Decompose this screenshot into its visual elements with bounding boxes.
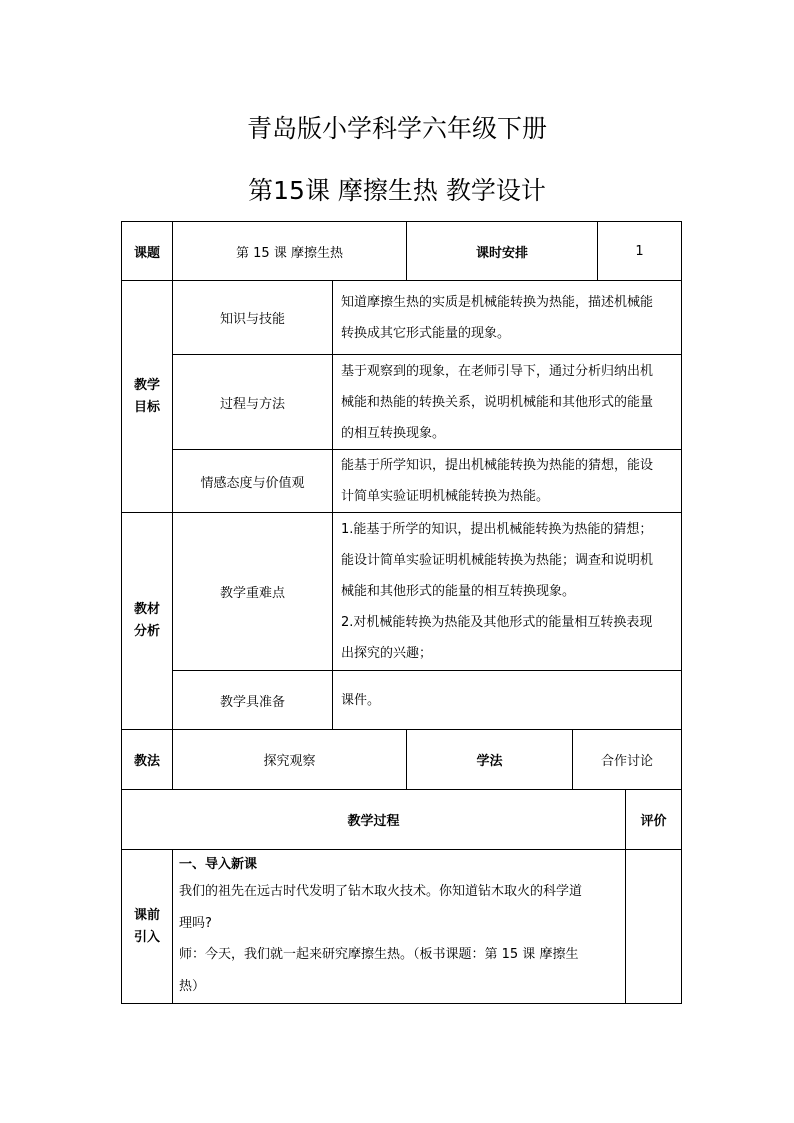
key-points-text: 1.能基于所学的知识，提出机械能转换为热能的猜想； 能设计简单实验证明机械能转换为热能；调查和说明机 械能和其他形式的能量的相互转换现象。 2.对机械能转换为热能及其他形式的能量相互转换表现 出探究的兴趣； (333, 513, 682, 671)
goal-attitude-name: 情感态度与价值观 (173, 450, 333, 513)
learn-method-value: 合作讨论 (573, 730, 682, 790)
eval-header: 评价 (626, 790, 682, 850)
methods-table (121, 729, 682, 790)
goal-knowledge-text: 知道摩擦生热的实质是机械能转换为热能，描述机械能 转换成其它形式能量的现象。 (333, 281, 682, 355)
material-label: 教材 分析 (122, 513, 173, 730)
intro-content (173, 850, 626, 1004)
goals-label: 教学 目标 (122, 281, 173, 513)
topic-value: 第 15 课 摩擦生热 (173, 222, 407, 281)
document-subtitle: 第15课 摩擦生热 教学设计 (248, 176, 546, 205)
intro-heading: 一、导入新课 (179, 857, 258, 872)
intro-label: 课前 引入 (122, 850, 173, 1004)
goal-knowledge-name: 知识与技能 (173, 281, 333, 355)
topic-table (121, 221, 682, 281)
topic-label: 课题 (122, 222, 173, 281)
hours-value: 1 (598, 222, 682, 281)
goal-process-text: 基于观察到的现象，在老师引导下，通过分析归纳出机 械能和热能的转换关系，说明机械能和其他形式的能量 的相互转换现象。 (333, 355, 682, 450)
goal-attitude-text: 能基于所学知识，提出机械能转换为热能的猜想，能设 计简单实验证明机械能转换为热能。 (333, 450, 682, 513)
goals-table (121, 280, 682, 730)
tools-value: 课件。 (333, 671, 682, 730)
learn-method-label: 学法 (407, 730, 573, 790)
hours-label: 课时安排 (407, 222, 598, 281)
key-points-name: 教学重难点 (173, 513, 333, 671)
intro-line: 师：今天，我们就一起来研究摩擦生热。（板书课题：第 15 课 摩擦生 (179, 947, 579, 962)
intro-eval-cell (626, 850, 682, 1004)
teach-method-value: 探究观察 (173, 730, 407, 790)
intro-line: 我们的祖先在远古时代发明了钻木取火技术。你知道钻木取火的科学道 (179, 884, 583, 899)
tools-name: 教学具准备 (173, 671, 333, 730)
teach-method-label: 教法 (122, 730, 173, 790)
intro-line: 热） (179, 978, 206, 994)
intro-line: 理吗? (179, 915, 212, 931)
process-header: 教学过程 (122, 790, 626, 850)
goal-process-name: 过程与方法 (173, 355, 333, 450)
process-table (121, 789, 682, 1004)
document-title: 青岛版小学科学六年级下册 (246, 114, 547, 143)
